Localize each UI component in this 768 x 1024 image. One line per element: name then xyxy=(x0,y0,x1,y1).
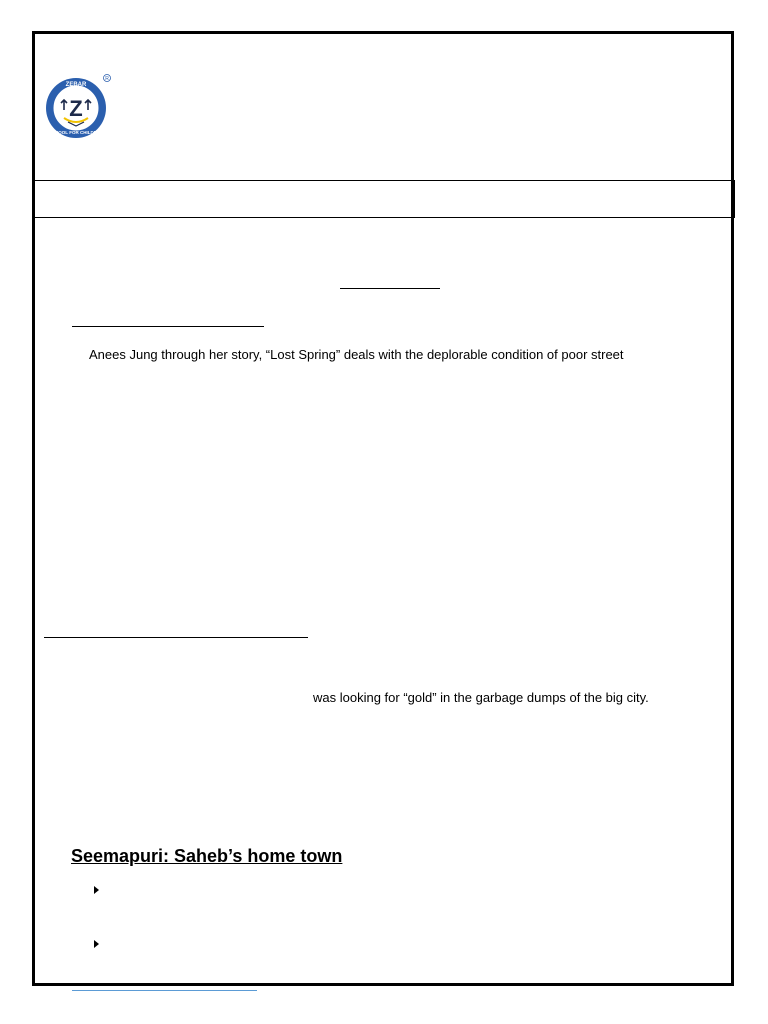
section-heading: Seemapuri: Saheb’s home town xyxy=(71,846,343,866)
svg-text:SCHOOL FOR CHILDREN: SCHOOL FOR CHILDREN xyxy=(48,130,104,135)
heading-underline-1 xyxy=(72,326,264,327)
page-frame xyxy=(32,31,734,986)
gold-paragraph: was looking for “gold” in the garbage dumps of the big city. xyxy=(313,690,649,705)
school-logo xyxy=(44,70,116,142)
svg-text:Z: Z xyxy=(69,96,83,121)
center-underline xyxy=(340,288,440,289)
svg-text:ZEBAR: ZEBAR xyxy=(65,82,87,88)
svg-text:R: R xyxy=(105,76,109,82)
bullet-arrow-icon xyxy=(94,886,99,894)
intro-paragraph: Anees Jung through her story, “Lost Spring” deals with the deplorable condition of poor street xyxy=(89,347,624,362)
heading-underline-2 xyxy=(44,637,308,638)
bullet-arrow-icon xyxy=(94,940,99,948)
blue-link-rule xyxy=(72,990,257,991)
title-band xyxy=(33,180,735,218)
